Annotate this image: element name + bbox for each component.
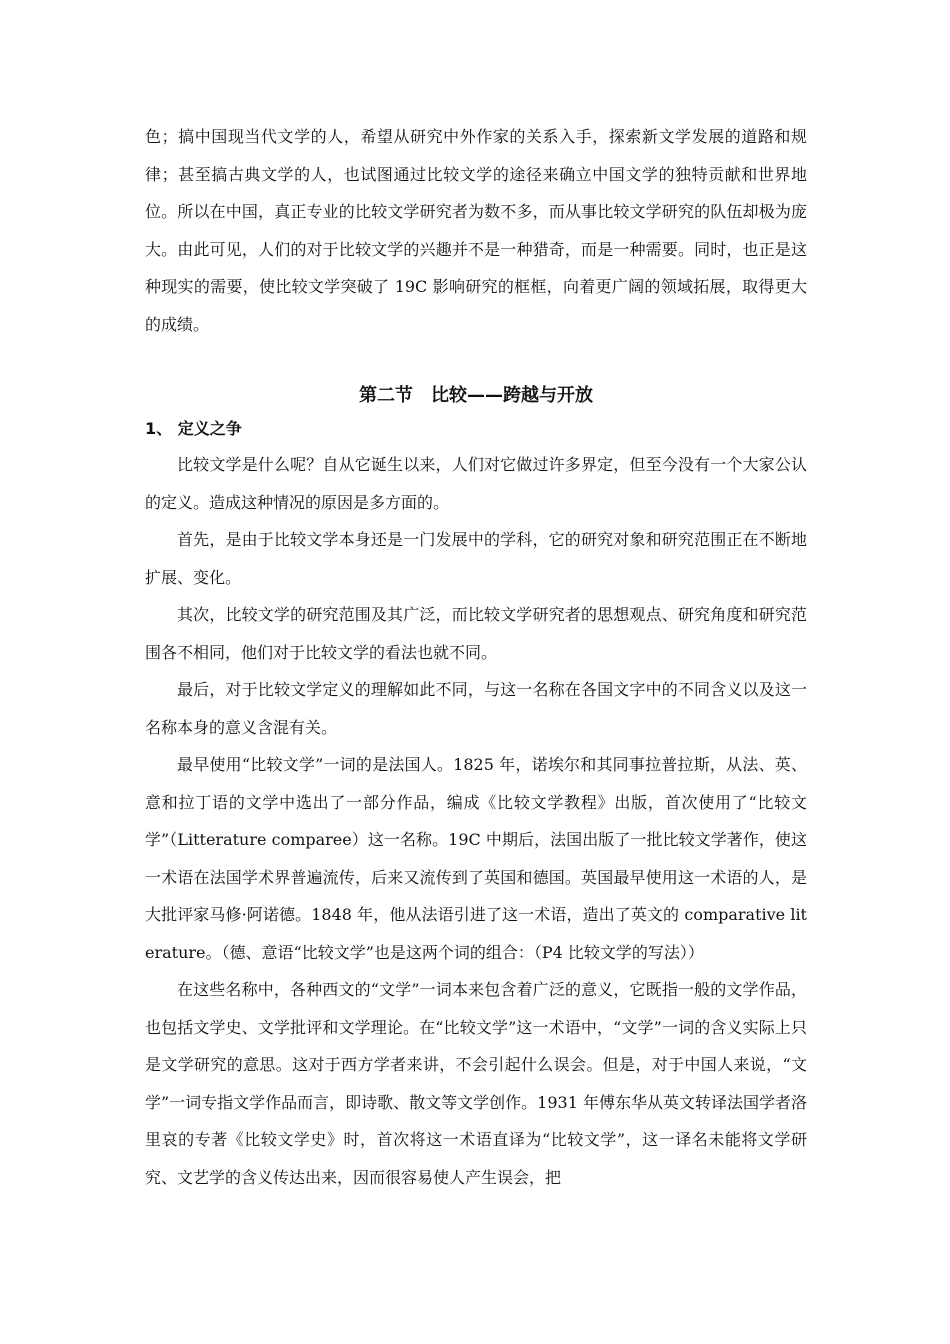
paragraph-history: 最早使用“比较文学”一词的是法国人。1825 年，诺埃尔和其同事拉普拉斯，从法、英、意和拉丁语的文学中选出了一部分作品，编成《比较文学教程》出版，首次使用了“比较文学”（Litterature comparee）这一名称。19C 中期后，法国出版了一批比较文学著作，使这一术语在法国学术界普遍流传，后来又流传到了英国和德国。英国最早使用这一术语的人，是大批评家马修·阿诺德。1848 年，他从法语引进了这一术语，造出了英文的 comparative literature。（德、意语“比较文学”也是这两个词的组合：（P4 比较文学的写法）） (145, 755, 807, 962)
paragraph-second-reason: 其次，比较文学的研究范围及其广泛，而比较文学研究者的思想观点、研究角度和研究范围各不相同，他们对于比较文学的看法也就不同。 (145, 605, 807, 662)
subheading-definition: 1、 定义之争 (145, 419, 242, 438)
document-page (145, 118, 807, 1196)
paragraph-terminology: 在这些名称中，各种西文的“文学”一词本来包含着广泛的意义，它既指一般的文学作品，也包括文学史、文学批评和文学理论。在“比较文学”这一术语中，“文学”一词的含义实际上只是文学研究的意思。这对于西方学者来讲，不会引起什么误会。但是，对于中国人来说，“文学”一词专指文学作品而言，即诗歌、散文等文学创作。1931 年傅东华从英文转译法国学者洛里哀的专著《比较文学史》时，首次将这一术语直译为“比较文学”，这一译名未能将文学研究、文艺学的含义传达出来，因而很容易使人产生误会，把 (145, 980, 807, 1187)
paragraph-what-is: 比较文学是什么呢？自从它诞生以来，人们对它做过许多界定，但至今没有一个大家公认的定义。造成这种情况的原因是多方面的。 (145, 455, 807, 512)
paragraph-last-reason: 最后，对于比较文学定义的理解如此不同，与这一名称在各国文字中的不同含义以及这一名称本身的意义含混有关。 (145, 680, 807, 737)
paragraph-first-reason: 首先，是由于比较文学本身还是一门发展中的学科，它的研究对象和研究范围正在不断地扩展、变化。 (145, 530, 807, 587)
section-title: 第二节 比较——跨越与开放 (359, 385, 593, 406)
intro-paragraph: 色；搞中国现当代文学的人，希望从研究中外作家的关系入手，探索新文学发展的道路和规律；甚至搞古典文学的人，也试图通过比较文学的途径来确立中国文学的独特贡献和世界地位。所以在中国，真正专业的比较文学研究者为数不多，而从事比较文学研究的队伍却极为庞大。由此可见，人们的对于比较文学的兴趣并不是一种猎奇，而是一种需要。同时，也正是这种现实的需要，使比较文学突破了 19C 影响研究的框框，向着更广阔的领域拓展，取得更大的成绩。 (145, 127, 807, 334)
